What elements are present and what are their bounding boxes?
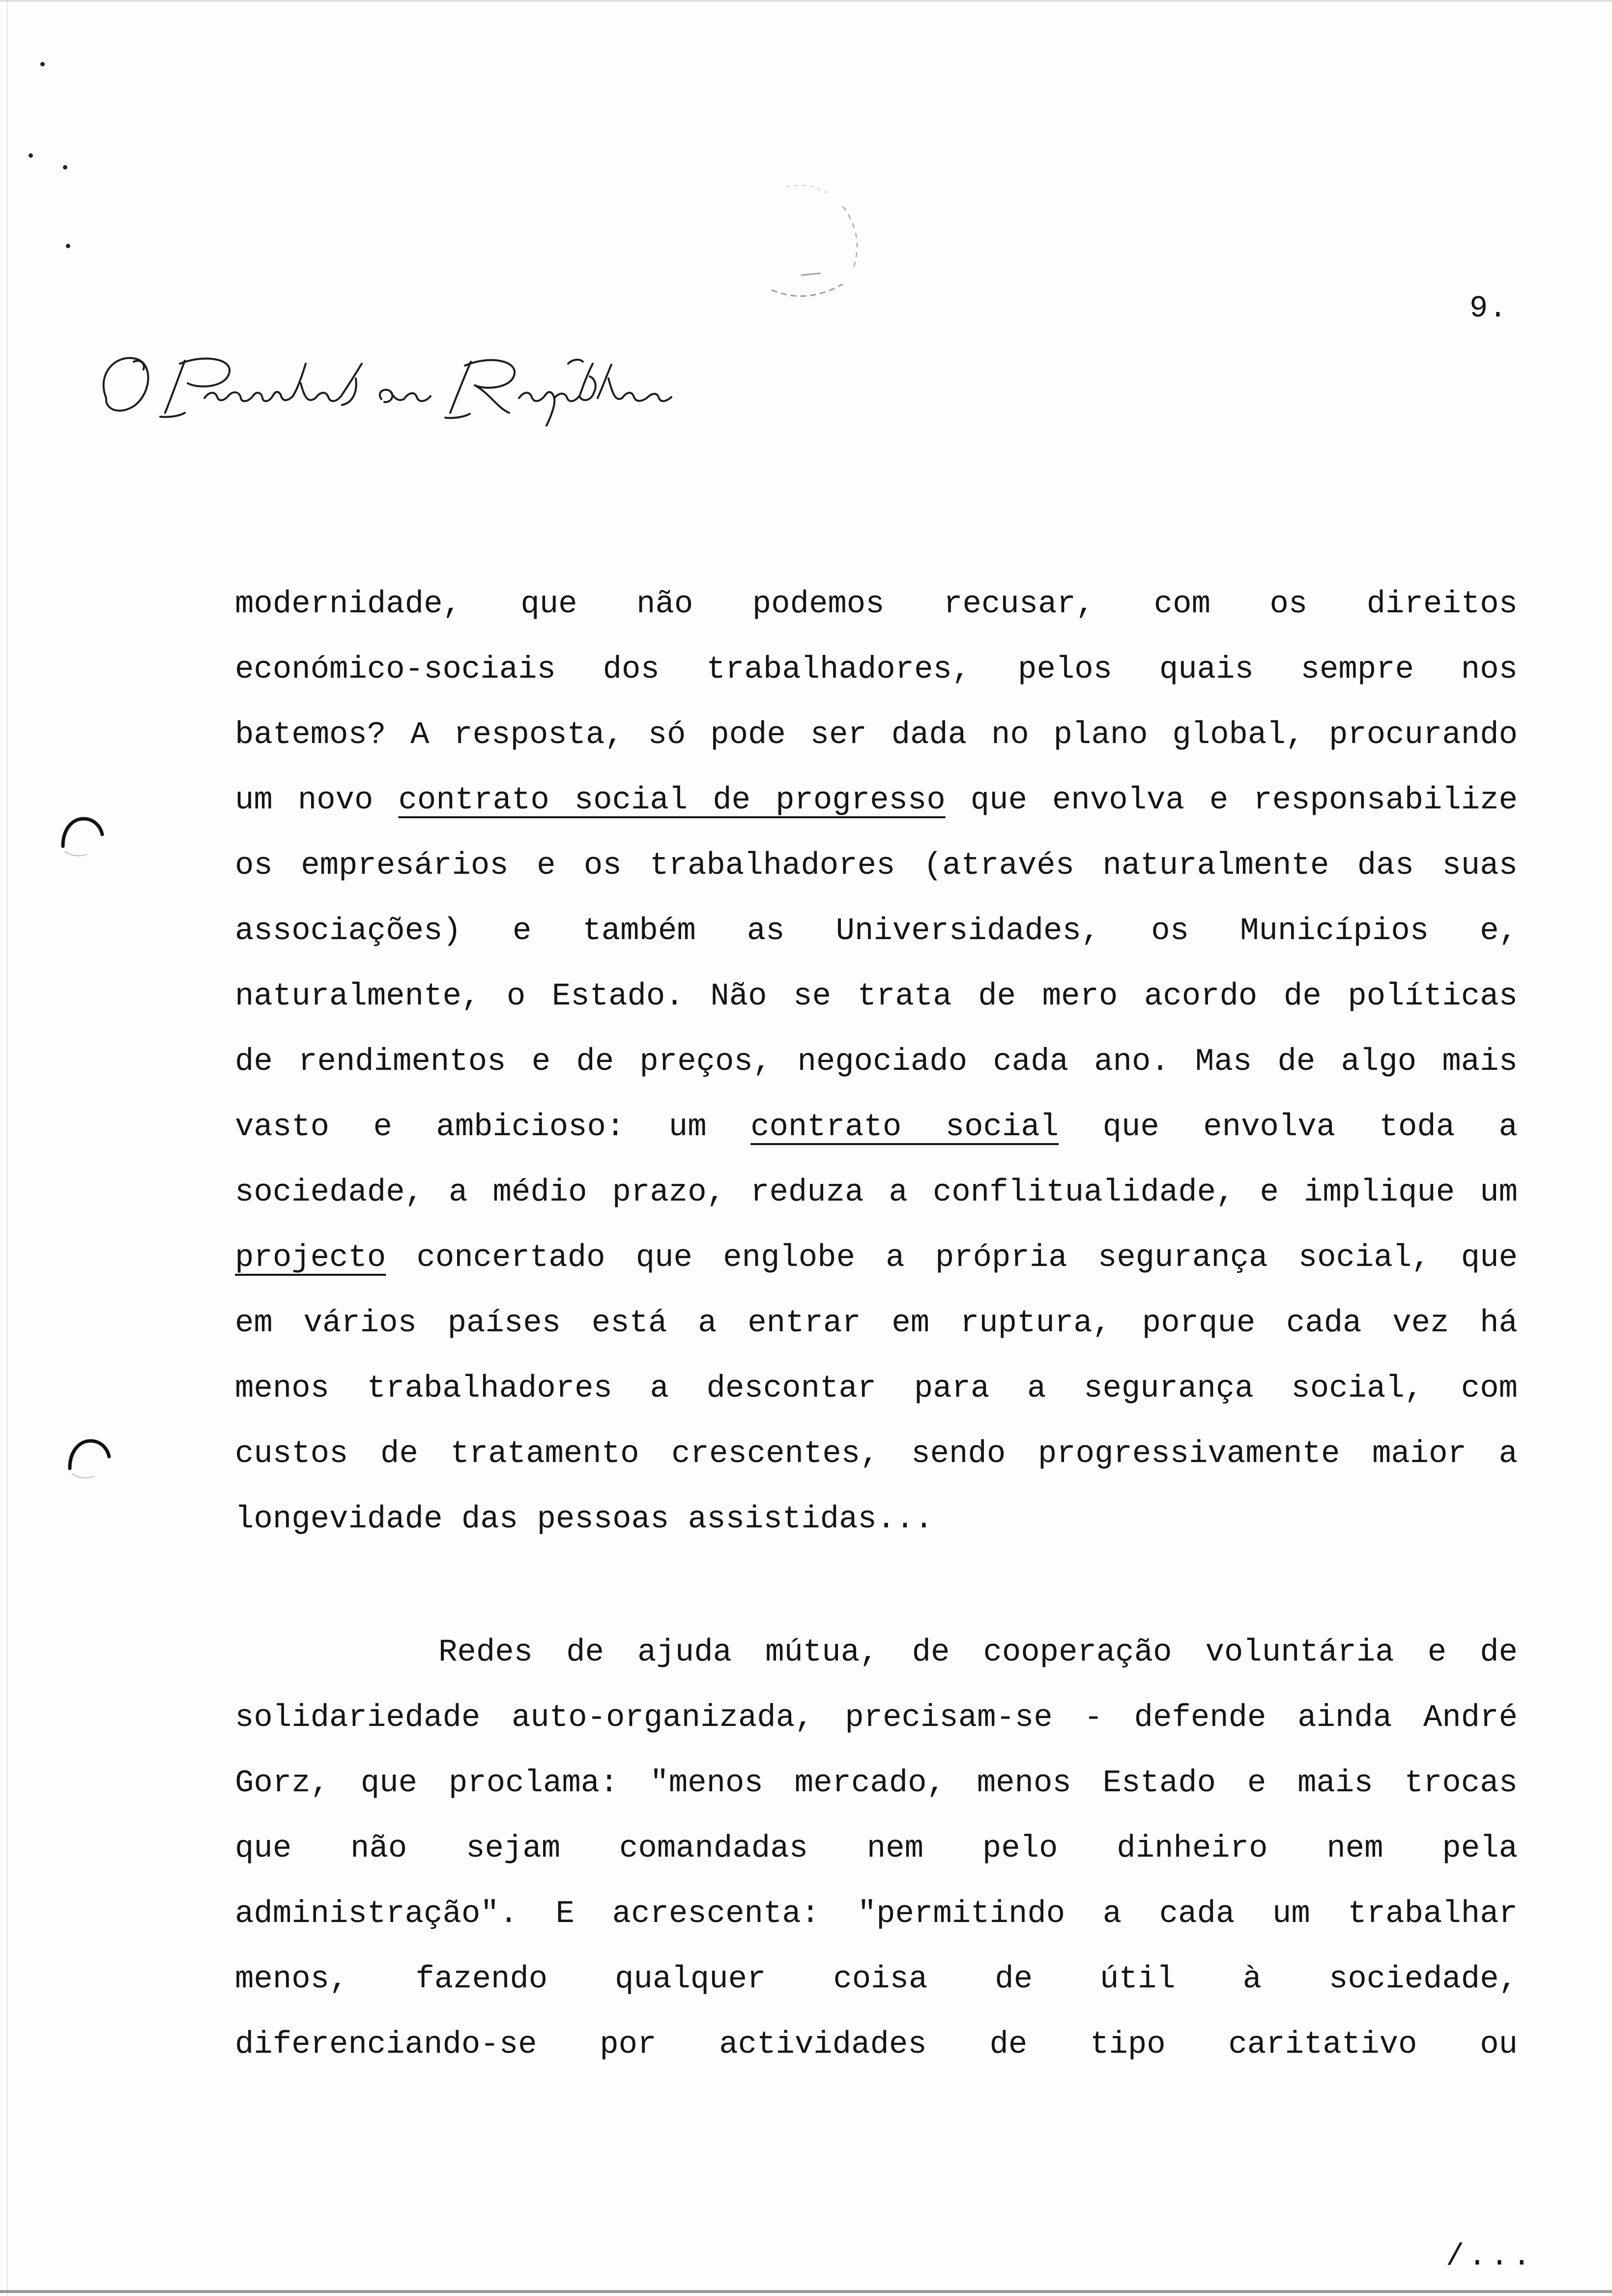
text-line [235,907,1518,972]
text-line [235,1628,1518,1693]
text-line [235,1430,1518,1495]
text-segment: longevidade das pessoas assistidas... [235,1502,934,1537]
text-line [235,1037,1518,1103]
text-segment: menos, fazendo qualquer coisa de útil à sociedade, [235,1962,1518,1997]
text-segment: que envolva e responsabilize [945,783,1518,818]
speck-mark [63,165,67,170]
text-line [235,2020,1518,2086]
text-line [235,1693,1518,1759]
text-segment: administração". E acrescenta: "permitindo a cada um trabalhar [235,1896,1518,1932]
underlined-phrase: projecto [235,1240,386,1276]
text-line [235,1890,1518,1955]
text-segment: um novo [235,783,399,818]
text-line [235,1824,1518,1890]
text-line [235,1364,1518,1430]
text-line [235,841,1518,907]
speck-mark [40,62,45,66]
text-segment: Redes de ajuda mútua, de cooperação voluntária e de [438,1635,1518,1670]
text-line [235,776,1518,841]
faint-seal-mark [742,177,870,315]
letterhead-script-logo [86,344,676,432]
continued-marker: /... [1446,2239,1535,2274]
underlined-phrase: contrato social [750,1110,1059,1145]
text-segment: Gorz, que proclama: "menos mercado, menos Estado e mais trocas [235,1766,1518,1801]
text-segment: modernidade, que não podemos recusar, com os direitos [235,587,1518,622]
text-line [235,1495,1518,1560]
text-segment: vasto e ambicioso: um [235,1110,751,1145]
letter-body [235,580,1518,2086]
text-segment: diferenciando-se por actividades de tipo caritativo ou [235,2027,1518,2063]
text-segment: que não sejam comandadas nem pelo dinheiro nem pela [235,1831,1518,1866]
text-line [235,1234,1518,1299]
text-line [235,580,1518,645]
paragraph-gap [235,1560,1518,1628]
text-segment: custos de tratamento crescentes, sendo progressivamente maior a [235,1436,1518,1472]
punch-hole-mark [65,1434,112,1481]
text-segment: económico-sociais dos trabalhadores, pelos quais sempre nos [235,652,1518,688]
text-segment: associações) e também as Universidades, os Municípios e, [235,914,1518,949]
speck-mark [66,244,70,248]
text-segment: de rendimentos e de preços, negociado cada ano. Mas de algo mais [235,1044,1518,1080]
text-line [235,972,1518,1037]
text-line [235,645,1518,711]
punch-hole-mark [58,812,105,859]
text-segment: concertado que englobe a própria segurança social, que [386,1240,1518,1276]
text-segment: batemos? A resposta, só pode ser dada no plano global, procurando [235,718,1518,753]
text-line [235,711,1518,776]
scan-edge-left [7,0,8,2296]
text-line [235,1299,1518,1364]
underlined-phrase: contrato social de progresso [398,783,946,818]
text-segment: naturalmente, o Estado. Não se trata de mero acordo de políticas [235,979,1518,1014]
text-segment: em vários países está a entrar em ruptura, porque cada vez há [235,1306,1518,1341]
text-line [235,1103,1518,1168]
text-segment: solidariedade auto-organizada, precisam-se - defende ainda André [235,1700,1518,1736]
text-segment: os empresários e os trabalhadores (através naturalmente das suas [235,848,1518,884]
paragraph [235,580,1518,1560]
text-line [235,1168,1518,1234]
text-line [235,1955,1518,2020]
scan-edge-top [0,0,1612,3]
text-segment: sociedade, a médio prazo, reduza a conflitualidade, e implique um [235,1175,1518,1210]
text-segment: que envolva toda a [1059,1110,1518,1145]
paragraph [235,1628,1518,2086]
speck-mark [29,153,33,158]
text-segment: menos trabalhadores a descontar para a segurança social, com [235,1371,1518,1406]
scan-edge-bottom [0,2290,1612,2293]
page-number: 9. [1469,291,1508,326]
text-line [235,1759,1518,1824]
